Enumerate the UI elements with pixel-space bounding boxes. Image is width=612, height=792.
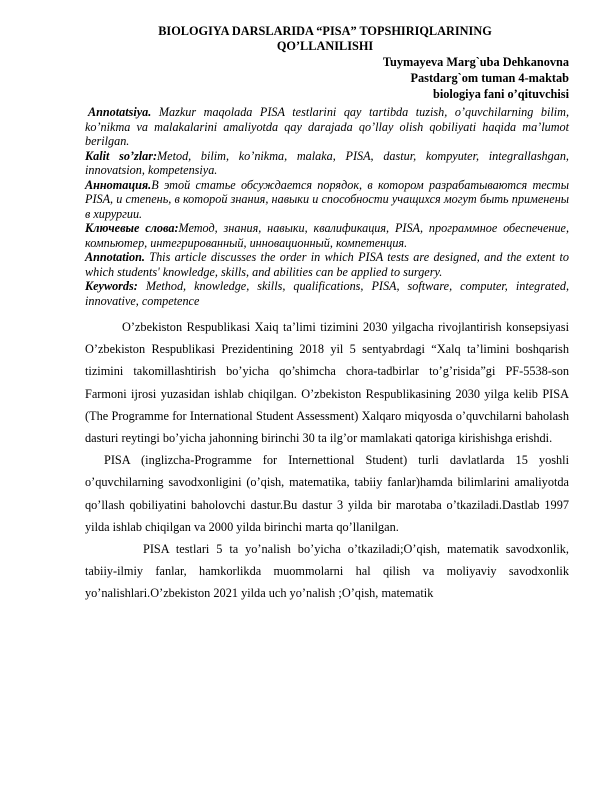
author-block [85, 54, 569, 102]
keywords-uz-text: Metod, bilim, ko’nikma, malaka, PISA, dastur, kompyuter, integrallashgan, innovatsion, kompetensiya. [85, 148, 569, 177]
keywords-uz-label: Kalit so’zlar: [85, 148, 158, 163]
keywords-ru [85, 221, 569, 250]
abstract-uz-text: Mazkur maqolada PISA testlarini qay tartibda tuzish, o’quvchilarning bilim, ko’nikma va malakalarini amaliyotda qay darajada qo’llay olish qobiliyati haqida ma’lumot berilgan. [85, 105, 569, 148]
title-line-2: QO’LLANILISHI [276, 39, 374, 53]
title-line-1: BIOLOGIYA DARSLARIDA “PISA” TOPSHIRIQLARINING [158, 24, 492, 38]
author-name: Tuymayeva Marg`uba Dehkanovna [382, 55, 569, 69]
body-paragraph-2: PISA (inglizcha-Programme for Internettional Student) turli davlatlarda 15 yoshli o’quvchilarning savodxonligini (o’qish, matematika, tabiiy fanlar)hamda bilimlarini amaliyotda qo’llash qobiliyatini baholovchi dastur.Bu dastur 3 yilda bir marotaba o’tkaziladi.Dastlab 1997 yilda ishlab chiqilgan va 2000 yilda birinchi marta qo’llanilgan. [85, 453, 569, 534]
abstract-ru [85, 178, 569, 222]
article-title [85, 24, 569, 54]
abstract-ru-label: Аннотация. [85, 177, 152, 192]
keywords-en [85, 279, 569, 308]
keywords-uz [85, 149, 569, 178]
keywords-en-text: Method, knowledge, skills, qualifications, PISA, software, computer, integrated, innovative, competence [85, 279, 569, 308]
abstract-en-label: Annotation. [85, 250, 145, 264]
abstract-ru-text: В этой статье обсуждается порядок, в котором разрабатываются тесты PISA, и степень, в которой знания, навыки и способности учащихся могут быть применены в хирургии. [85, 177, 569, 221]
body-paragraph-3: PISA testlari 5 ta yo’nalish bo’yicha o’tkaziladi;O’qish, matematik savodxonlik, tabiiy-ilmiy fanlar, hamkorlikda muommolarni hal qilish va moliyaviy savodxonlik yo’nalishlari.O’zbekiston 2021 yilda uch yo’nalish ;O’qish, matematik [85, 542, 569, 601]
abstract-uz [85, 105, 569, 149]
body-paragraph-1: O’zbekiston Respublikasi Xaiq ta’limi tizimini 2030 yilgacha rivojlantirish konsepsiyasi O’zbekiston Respublikasi Prezidentining 2018 yil 5 sentyabrdagi “Xalq ta’limini boshqarish tizimini takomillashtirish bo’yicha qo’shimcha chora-tadbirlar to’g’risida”gi PF-5538-son Farmoni ijrosi yuzasidan ishlab chiqilgan. O’zbekiston Respublikasining 2030 yilga kelib PISA (The Programme for International Student Assessment) Xalqaro miqyosda o’quvchilarni baholash dasturi reytingi bo’yicha jahonning birinchi 30 ta ilg’or mamlakati qatoriga kirishishga erishdi. [85, 320, 569, 446]
keywords-ru-label: Ключевые слова: [85, 221, 179, 235]
abstract-en-text: This article discusses the order in which PISA tests are designed, and the extent to which students' knowledge, skills, and abilities can be applied to surgery. [85, 250, 569, 279]
author-school: Pastdarg`om tuman 4-maktab [410, 71, 569, 85]
abstract-en [85, 250, 569, 279]
article-body [85, 316, 569, 605]
abstract-uz-label: Annotatsiya. [88, 105, 152, 119]
keywords-en-label: Keywords: [85, 279, 138, 293]
abstract-section [85, 105, 569, 308]
author-position: biologiya fani o’qituvchisi [433, 87, 569, 101]
keywords-ru-text: Метод, знания, навыки, квалификация, PISA, программное обеспечение, компьютер, интегрированный, инновационный, компетенция. [85, 221, 569, 250]
